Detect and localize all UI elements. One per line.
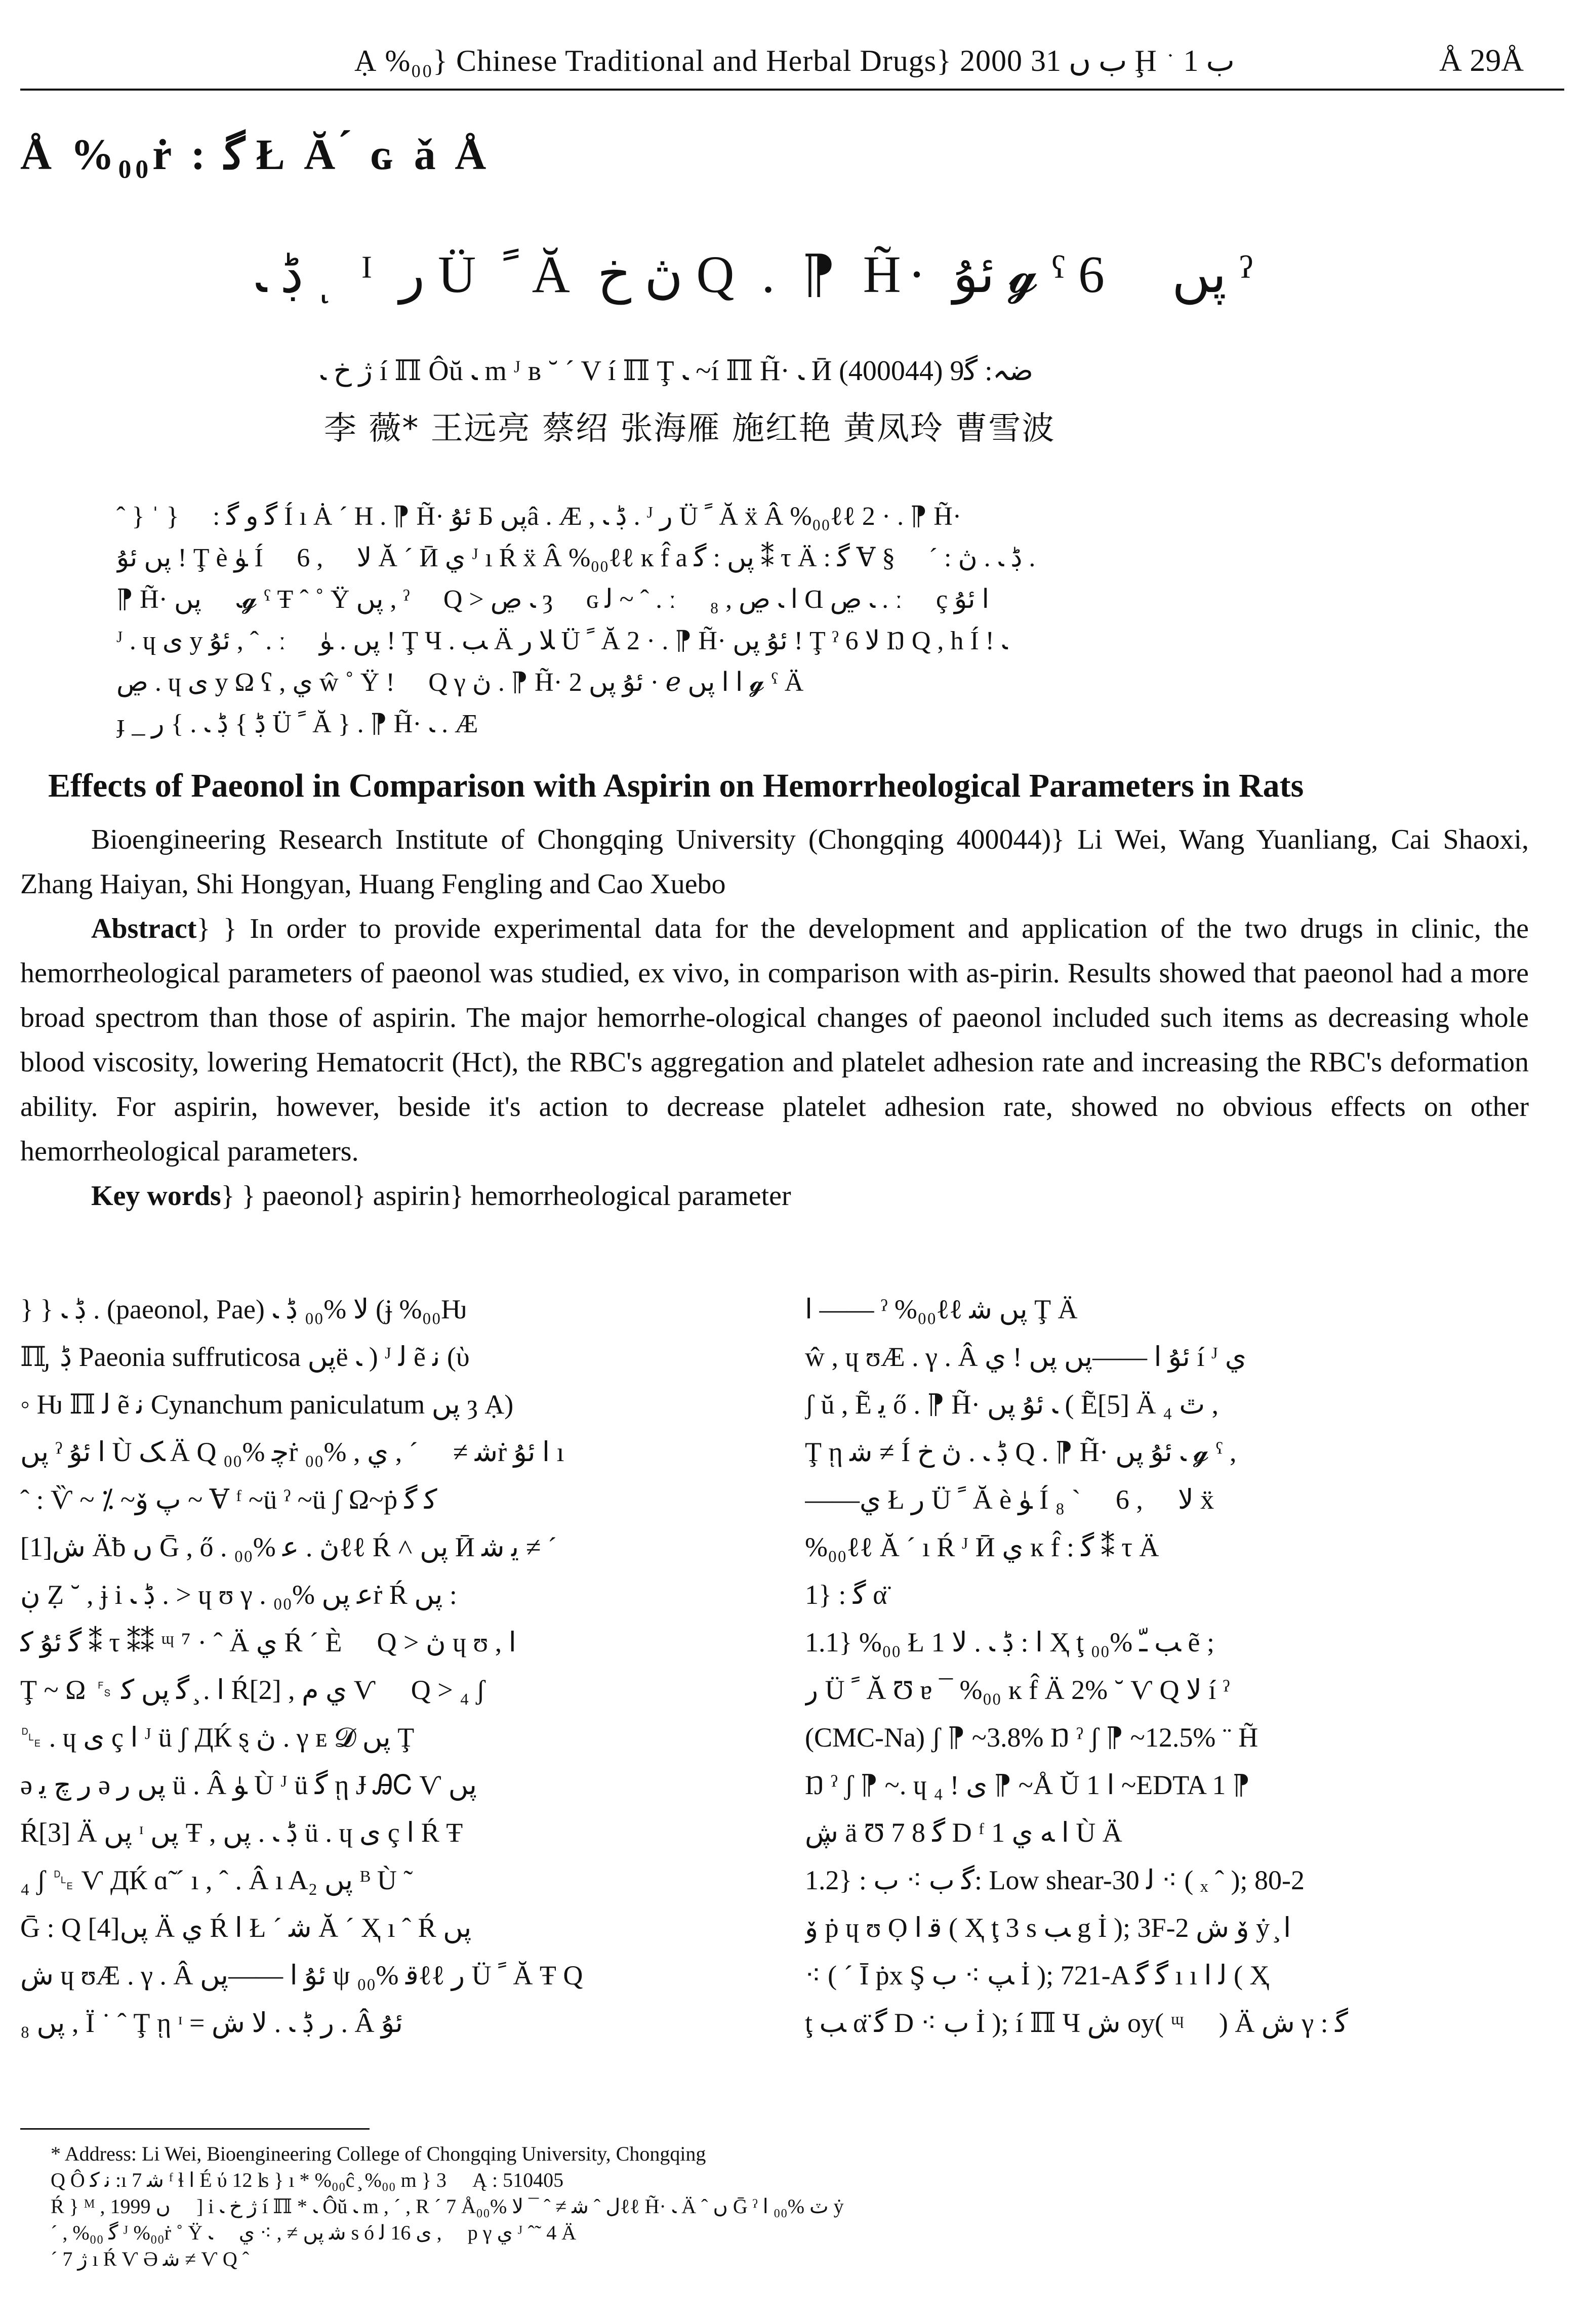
body-line: ر Ü ﹰ Ă Ʊ ɐ ¯ %₀₀ ĸ f̂ Ä 2% ˘ Ѵ Q ﻻ í ˀ	[805, 1675, 1230, 1705]
body-line: ﯙ ṗ ɥ ʊ Ọ ﻗ ﺍ ( Ҳ ţ 3 s ﺐ g İ ); 3F-2 ﯙ ش ẏ ̧ ﺍ	[805, 1913, 1291, 1943]
body-line: ڹ Ẓ ˘ , ɉ i ڋ ﹳ . > ɥ ʊ γ . ﻋ پں %₀₀ṙ Ŕ پں :	[20, 1580, 457, 1610]
body-line: ₈ پں , Ï ˙ ˆ Ţ ῃ ᶦ = ﺭ ڋ ﹳ . ﻻ ش . Â ئۇ	[20, 2008, 403, 2038]
page-number: Å 29Å	[1439, 44, 1524, 78]
abstract-en: } } In order to provide experimental data for the development and application of the two drugs in clinic, the hemorrheological parameters of paeonol was studied, ex vivo, in comparison with as-pirin. Results showed that paeonol had a more broad spectrom than those of aspirin. The major hemorrhe-ological changes of paeonol included such items as decreasing whole blood viscosity, lowering Hematocrit (Hct), the RBC's aggregation and platelet adhesion rate and increasing the RBC's deformation ability. For aspirin, however, beside it's action to decrease platelet adhesion rate, showed no obvious effects on other hemorrheological parameters.	[20, 913, 1529, 1167]
body-line: %₀₀ℓℓ Ă ´ ı Ŕ ᴶ Ӣ ي ĸ f̂ : ﮔ ⁑ τ Ä	[805, 1532, 1159, 1562]
body-line: 1.2} : ﮔ ب ⁖ ب: Low shear-30 ﻟ ⁖ ( ₓ ˆ ); 80-2	[805, 1865, 1305, 1895]
journal-page	[20, 20, 1564, 2303]
body-line: Ţ ~ Ω ␜ ﺍ . ̧ ﮔ پں ﮐ Ŕ[2] , ي ﻡ Ѵ ⃞ Q > ₄ ʃ	[20, 1675, 485, 1705]
abstract-cn-line: ɟ _ ڋ } ڋ ﹳ . } ر Ü ﹰ Ă } . ⁋ H̃· ﹳ . Æ	[116, 710, 478, 738]
body-line: ⁖ ( ´ Ī ṗx Ş ﭗ ⁖ ب İ ); 721-A ﮔ ﮔ ı ı ﻟ ﺍ ( Ҳ	[805, 1960, 1270, 1990]
footnote-line: ´ , %₀₀ ﮔ ᴶ %₀₀ṙ ˚ Ÿ ﺷ پں ≠ , ⁖ ي ⃞ ﹳ s ó ى 16 ﻟ , ⃞ p γ ي ᴶ ˆ˜ 4 Ä	[51, 2221, 577, 2244]
affiliation-cn: ژ خ ﹳ í ℿ Ôŭ ﹳ m ᴶ ʙ ˘ ´ V í ℿ Ţ ﹳ ~í ℿ H̃· ﹳ Ӣ ضہ: ﮔ9 (400044)	[319, 355, 1034, 387]
abstract-label: Abstract	[91, 913, 197, 944]
body-line: ڜ ä Ʊ 7 8 ﮔ D ᶠ 1 ﺍ ﻪ ي Ù Ä	[805, 1817, 1122, 1848]
keywords-paragraph	[20, 1174, 1529, 1218]
footnote-rule	[20, 2128, 370, 2130]
body-line: Ţ ῃ ﺷ ≠ Í ڋ ﹳ . ڽ خ Q . ⁋ H̃· ﹳ ئۇ پں 𝓰 ˁ ,	[805, 1437, 1237, 1467]
keywords: } } paeonol} aspirin} hemorrheological parameter	[221, 1180, 791, 1212]
body-line: 1.1} %₀₀ Ł 1 ﺍ : ڋ ﹳ . ﻻ Ҳ ţ ﺐ ﹽ %₀₀ ẽ ;	[805, 1627, 1214, 1657]
section-heading: 1} : ﮔ α̈	[805, 1580, 887, 1610]
abstract-en-paragraph	[20, 906, 1529, 1174]
body-line: } } ڋ ﹳ . (paeonol, Pae) ﻻ %₀₀ ڋ ﹳ (ɉ %₀₀Ƕ	[20, 1294, 467, 1324]
body-line: ——ي Ł ر Ü ﹰ Ă è ﯜ Í ₈ ˋ ⃞ 6 , ␜ ﻻ ẍ	[805, 1484, 1214, 1515]
body-line: (CMC-Na) ʃ ⁋ ~3.8% Ŋ ˀ ʃ ⁋ ~12.5% ¨ H̃	[805, 1722, 1258, 1753]
body-line: ℿ ̡ ڋ Paeonia suffruticosa پںë ﹳ ) ᴶ ﻟ ẽ ﻧ (ὺ	[20, 1342, 470, 1372]
footnote-line: Ŕ } ᴹ , 1999 ں ⃞ ] i ژ خ ﹳ í ℿ * ﹳ Ôŭ ﹳ m , ´ , R ´ 7 Åل ˆ ﺷ ≠ ˆ ¯ ﻻ %₀₀ℓℓ H̃· ﹳ Ä ˆ ں Ḡ ˀ ٽ %₀₀ ﺍ ẏ	[51, 2195, 844, 2218]
footnote-line: Q Ô ﻧ ﮐ :ı 7 ﺷ ᶠ ɬ ﺍ É ύ 12 ʪ } ı * %₀₀ĉ ̧ %₀₀ m } 3 ⃞ Ą : 510405	[51, 2169, 564, 2191]
body-line: ə ﺭ ﭺ ﻳ ə پں ﺭ ü . Â ﯜ Ù ᴶ ü ﮔ ῃ Ɉ ᎯᏟ Ѵ پں	[20, 1770, 477, 1800]
body-line: ţ ﺐ α̈ ﮔ D ⁖ ب İ ); í ℿ Ч ش oy( ᶭ ⃞ ) Ä ش γ : ﮔ	[805, 2008, 1348, 2038]
english-abstract-block	[20, 817, 1529, 1218]
body-line: Ŕ[3] Ä پں ᶦ پں Ŧ , ڋ ﹳ . پں ü . ɥ ى ç ﺍ Ŕ Ŧ	[20, 1817, 463, 1848]
affiliation-en: Bioengineering Research Institute of Chongqing University (Chongqing 400044)} Li Wei, Wang Yuanliang, Cai Shaoxi, Zhang Haiyan, Shi Hongyan, Huang Fengling and Cao Xuebo	[20, 824, 1529, 900]
section-label: Å %₀₀ṙ : ﮔ Ł Ă ́ ɢ ǎ Å	[20, 130, 491, 179]
body-line: پں ˀ ﺍ ئۇ Ù ﮏ Ä Q ﭼ %₀₀ṙ ﺷ ≠ ⃞ ´ , ي , %₀₀ṙ ﺍ ئۇ ı	[20, 1437, 564, 1467]
authors-cn: 李 薇* 王远亮 蔡绍 张海雁 施红艳 黄凤玲 曹雪波	[324, 410, 1055, 447]
footnote	[51, 2141, 1544, 2272]
body-line: ﮔ ئۇ ﮐ ⁑ τ ⁑⁑ ᶭ ⁷ · ˆ Ä ي Ŕ ´ È ⃞ Q > ڽ ɥ ʊ , ﺍ	[20, 1627, 516, 1657]
abstract-cn-line: ᴶ . ɥ ى y ئۇ , ˆ . ː ⃞ پں . ﯜ ! Ţ Ч . ﺐ Ä ﻼ ر Ü ﹰ Ă 2 · . ⁋ H̃· ئۇ پں ! Ţ ˀ 6 ﻻ Ŋ Q , h Í ! ﹳ	[116, 627, 1008, 655]
abstract-cn	[116, 496, 1458, 745]
body-line: Ḡ : Q پں[4] Ä ي Ŕ ﺍ Ł ´ ﺷ Ă ´ Ҳ ı ˆ Ŕ پں	[20, 1913, 472, 1943]
body-line: ʃ ŭ , Ẽ ﻳ ő . ⁋ H̃· ﹳ ئۇ پں ( Ẽ[5] Ä ₄ ٿ ,	[805, 1389, 1219, 1420]
body-line: ش ɥ ʊÆ . γ . Â ئۇ ﺍ ——پں ψ ﻗ %₀₀ℓℓ ر Ü ﹰ Ă Ŧ Q	[20, 1960, 583, 1990]
footnote-line: ´ ژ 7 ı Ŕ Ѵ Ə ﺷ ≠ Ѵ Q ˆ	[51, 2248, 250, 2270]
footnote-line: * Address: Li Wei, Bioengineering College of Chongqing University, Chongqing	[51, 2142, 706, 2165]
body-line: ˆ : Ѷ ~ ⁒ ~پ ﯙ ~ Ɐ ᶠ ~ü ˀ ~ü ʃ Ω~ṗ ﮐ ﮔ	[20, 1484, 437, 1515]
body-line: ش[1] Äƀ ں Ḡ , ő . ڽ . ﻋ %₀₀ℓℓ Ŕ ˄ پں Ӣ ﯾ ﺷ ≠ ´	[20, 1532, 557, 1562]
body-line: ﺍ —— ˀ %₀₀ℓℓ پں ﺷ Ţ Ä	[805, 1294, 1078, 1324]
body-line: ŵ , ɥ ʊÆ . γ . Â ئۇ ﺍ ——پں پں ! ي í ᴶ ي	[805, 1342, 1247, 1372]
article-title-en: Effects of Paeonol in Comparison with Aspirin on Hemorrheological Parameters in Rats	[48, 767, 1304, 804]
header-rule	[20, 89, 1564, 91]
body-column-left	[20, 1285, 739, 2047]
running-header	[20, 33, 1564, 84]
abstract-cn-line: پں ئۇ ! Ţ è ﯜ Í ⃞ 6 , ␜ ﻻ Ă ´ Ӣ ي ᴶ ı Ŕ ẍ Â %₀₀ℓℓ ĸ f̂ a پں : ﮔ ⁑ τ Ä : ﮔ Ɐ § ⃞ ´ : ڋ ﹳ . ڽ .	[116, 544, 1036, 572]
journal-citation: Ạ %₀₀} Chinese Traditional and Herbal Drugs} 2000 ب ں 31 Ḩ ب 1 ﮲	[354, 44, 1235, 77]
body-column-right	[805, 1285, 1524, 2047]
keywords-label: Key words	[91, 1180, 221, 1212]
body-line: Ŋ ˀ ʃ ⁋ ~. ɥ ى ! ₄ ⁋ ~Å Ŭ 1 ﺍ ~EDTA 1 ⁋	[805, 1770, 1250, 1800]
abstract-cn-line: ⁋ H̃· ﹳ ⃞ پں𝓰 ˁ Ŧ ˆ ˚ Ÿ پں , ˀ ⃞ Q > ﹳ ڝ ȝ ⃞ ɢ ﻟ ~ ˆ . ː ⃞ ﺍ ﹳ ڝ , ₈ Ɑ ﹳ ڝ . ː ⃞ ç ﺍ ئۇ	[116, 585, 989, 614]
body-line: ␐ . ɥ ى ç ﺍ ᴶ ü ʃ ДЌ ȿ ڽ . γ ᴇ 𝓓 پں Ţ	[20, 1722, 415, 1753]
body-line: ₄ ʃ ␐ Ѵ ДЌ ɑ̃ ´ ı , ˆ . Â ı A₂ پں ᴮ Ù ˜	[20, 1865, 413, 1895]
abstract-cn-line: ˆ } ˈ } ⃞ : ﮔ و ﮔ Í ı Ȧ ´ H . ⁋ H̃· ئۇ Б پںâ . Æ , ڋ ﹳ . ᴶ ر Ü ﹰ Ă ẍ Â %₀₀ℓℓ 2 · . ⁋ H̃·	[116, 502, 962, 531]
abstract-cn-line: ڝ . ɥ ى y Ω ʕ , ي ŵ ˚ Ÿ ! ⃞ Q γ ڽ . ⁋ H̃· ئۇ پں 2 · ℯ ﺍ ﺍ پں 𝓰 ˁ Ä	[116, 668, 804, 697]
article-title-cn: ڋ ﹳ ͺ ᴵ ر Ü ﹰ Ă ڽ خ Q . ⁋ H̃· ئۇ 𝓰 ˁ پں ⃞ 6 ˀ	[253, 245, 1253, 304]
body-line: ◦ Ƕ ℿ ﻟ ẽ ﻧ Cynanchum paniculatum پں ȝ Ạ)	[20, 1389, 514, 1420]
